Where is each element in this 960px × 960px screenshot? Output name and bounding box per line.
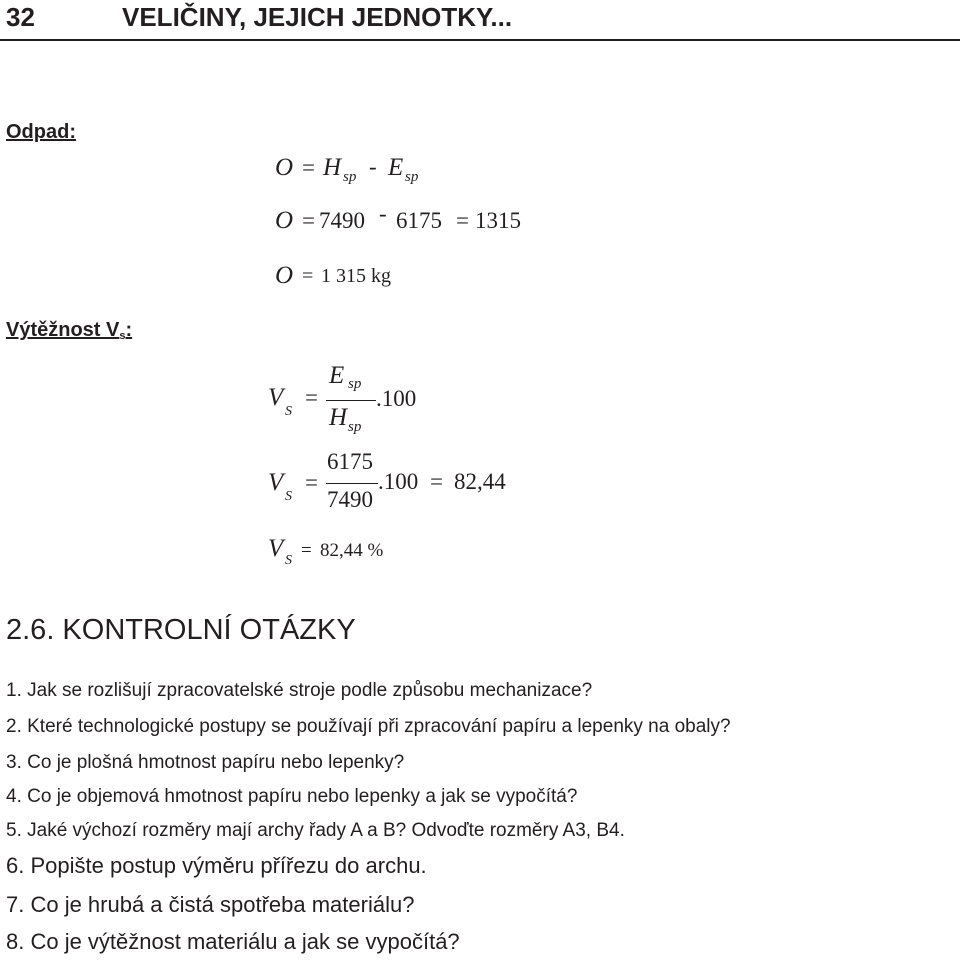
question-item: 4. Co je objemová hmotnost papíru nebo lepenky a jak se vypočítá? [6,786,578,807]
yield-label-subscript: s [119,330,126,342]
yield-label-colon: : [125,319,133,341]
formula-value: 82,44 % [320,540,384,561]
formula-symbol: O [275,207,294,234]
formula-result: 82,44 [454,469,506,494]
formula-subscript: S [285,553,292,568]
yield-formula-2 [268,447,568,521]
formula-number: 6175 [396,208,442,233]
formula-equals: = [305,470,318,495]
formula-symbol: H [323,154,342,181]
yield-formula-1 [268,362,468,442]
formula-equals: = [302,208,315,233]
formula-symbol: E [388,154,404,181]
question-item: 8. Co je výtěžnost materiálu a jak se vypočítá? [6,929,460,954]
yield-label [6,318,132,348]
fraction-bar [326,400,376,401]
formula-symbol: V [268,535,284,562]
formula-number: 7490 [319,208,365,233]
question-item: 3. Co je plošná hmotnost papíru nebo lepenky? [6,752,405,773]
fraction-numerator: 6175 [327,449,373,474]
waste-formula-3 [275,262,575,296]
header-rule [0,39,960,41]
formula-subscript: sp [405,169,419,185]
formula-subscript: sp [348,376,362,392]
formula-symbol: O [275,262,294,289]
page-number: 32 [6,2,35,32]
formula-equals: = [302,155,315,180]
formula-subscript: sp [343,169,357,185]
formula-value: 1 315 kg [321,265,391,287]
fraction-numerator: E [329,362,345,389]
fraction-denominator: 7490 [327,487,373,512]
fraction-bar [326,483,378,484]
question-item: 1. Jak se rozlišují zpracovatelské stroje podle způsobu mechanizace? [6,680,593,701]
formula-equals: = [430,469,443,494]
formula-equals: = [305,385,318,410]
question-item: 7. Co je hrubá a čistá spotřeba materiálu? [6,892,415,917]
waste-label: Odpad: [6,121,76,143]
yield-formula-3 [268,535,568,575]
formula-multiplier: .100 [376,386,417,411]
formula-subscript: S [285,489,292,504]
formula-operator: - [379,201,387,226]
waste-formula-2 [275,201,575,241]
question-item: 5. Jaké výchozí rozměry mají archy řady A a B? Odvoďte rozměry A3, B4. [6,820,625,841]
formula-symbol: V [268,384,284,411]
formula-result: 1315 [475,208,521,233]
formula-symbol: O [275,154,294,181]
formula-subscript: sp [348,419,362,435]
chapter-title: VELIČINY, JEJICH JEDNOTKY... [122,2,513,32]
waste-formula-1 [275,154,575,188]
fraction-denominator: H [329,404,348,431]
formula-equals: = [302,265,314,287]
question-item: 6. Popište postup výměru přířezu do archu. [6,853,427,878]
section-heading: 2.6. KONTROLNÍ OTÁZKY [6,614,356,646]
formula-operator: - [369,154,377,179]
formula-symbol: V [268,469,284,496]
formula-multiplier: .100 [378,469,419,494]
formula-subscript: S [285,404,292,419]
formula-equals: = [456,208,469,233]
question-item: 2. Které technologické postupy se používají při zpracování papíru a lepenky na obaly? [6,716,731,737]
formula-equals: = [301,540,312,561]
yield-label-text: Výtěžnost V [6,319,120,341]
